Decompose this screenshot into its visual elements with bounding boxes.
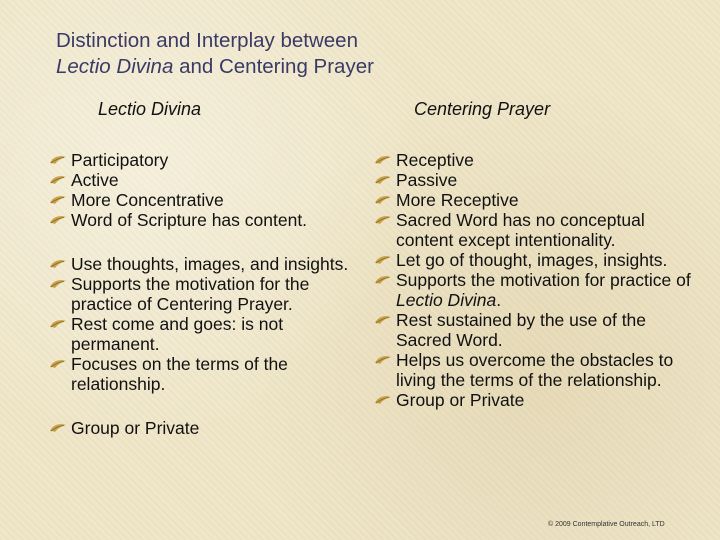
- leaf-scroll-icon: [374, 354, 392, 366]
- leaf-scroll-icon: [374, 254, 392, 266]
- list-item: Rest come and goes: is not permanent.: [47, 314, 352, 354]
- leaf-scroll-icon: [49, 318, 67, 330]
- list-item: Participatory: [47, 150, 352, 170]
- list-item: Group or Private: [372, 390, 697, 410]
- leaf-scroll-icon: [49, 358, 67, 370]
- leaf-scroll-icon: [374, 154, 392, 166]
- list-item: Use thoughts, images, and insights.: [47, 254, 352, 274]
- list-item: Sacred Word has no conceptual content except intentionality.: [372, 210, 697, 250]
- list-item: Receptive: [372, 150, 697, 170]
- list-item: Focuses on the terms of the relationship.: [47, 354, 352, 394]
- right-column: [372, 150, 697, 410]
- left-column: [47, 150, 352, 438]
- title-rest-part: and Centering Prayer: [173, 55, 374, 78]
- left-column-heading: Lectio Divina: [98, 99, 202, 119]
- leaf-scroll-icon: [374, 274, 392, 286]
- list-item: More Receptive: [372, 190, 697, 210]
- list-item: Passive: [372, 170, 697, 190]
- leaf-scroll-icon: [49, 278, 67, 290]
- leaf-scroll-icon: [49, 174, 67, 186]
- list-item: Word of Scripture has content.: [47, 210, 352, 230]
- leaf-scroll-icon: [374, 214, 392, 226]
- leaf-scroll-icon: [49, 422, 67, 434]
- list-item: More Concentrative: [47, 190, 352, 210]
- right-column-heading: Centering Prayer: [414, 99, 551, 119]
- list-item: Rest sustained by the use of the Sacred Word.: [372, 310, 697, 350]
- list-item: Supports the motivation for practice of Lectio Divina.: [372, 270, 697, 310]
- leaf-scroll-icon: [49, 154, 67, 166]
- list-item: Active: [47, 170, 352, 190]
- slide-title: [56, 28, 374, 80]
- leaf-scroll-icon: [49, 194, 67, 206]
- title-italic-part: Lectio Divina: [56, 55, 174, 78]
- title-line-1: Distinction and Interplay between: [56, 29, 358, 52]
- leaf-scroll-icon: [374, 314, 392, 326]
- list-item: Helps us overcome the obstacles to living the terms of the relationship.: [372, 350, 697, 390]
- list-item: Group or Private: [47, 418, 352, 438]
- leaf-scroll-icon: [374, 174, 392, 186]
- list-item: Supports the motivation for the practice of Centering Prayer.: [47, 274, 352, 314]
- leaf-scroll-icon: [374, 394, 392, 406]
- leaf-scroll-icon: [49, 258, 67, 270]
- copyright-footer: © 2009 Contemplative Outreach, LTD: [548, 521, 665, 528]
- list-item: Let go of thought, images, insights.: [372, 250, 697, 270]
- leaf-scroll-icon: [374, 194, 392, 206]
- leaf-scroll-icon: [49, 214, 67, 226]
- title-line-2: [56, 54, 374, 80]
